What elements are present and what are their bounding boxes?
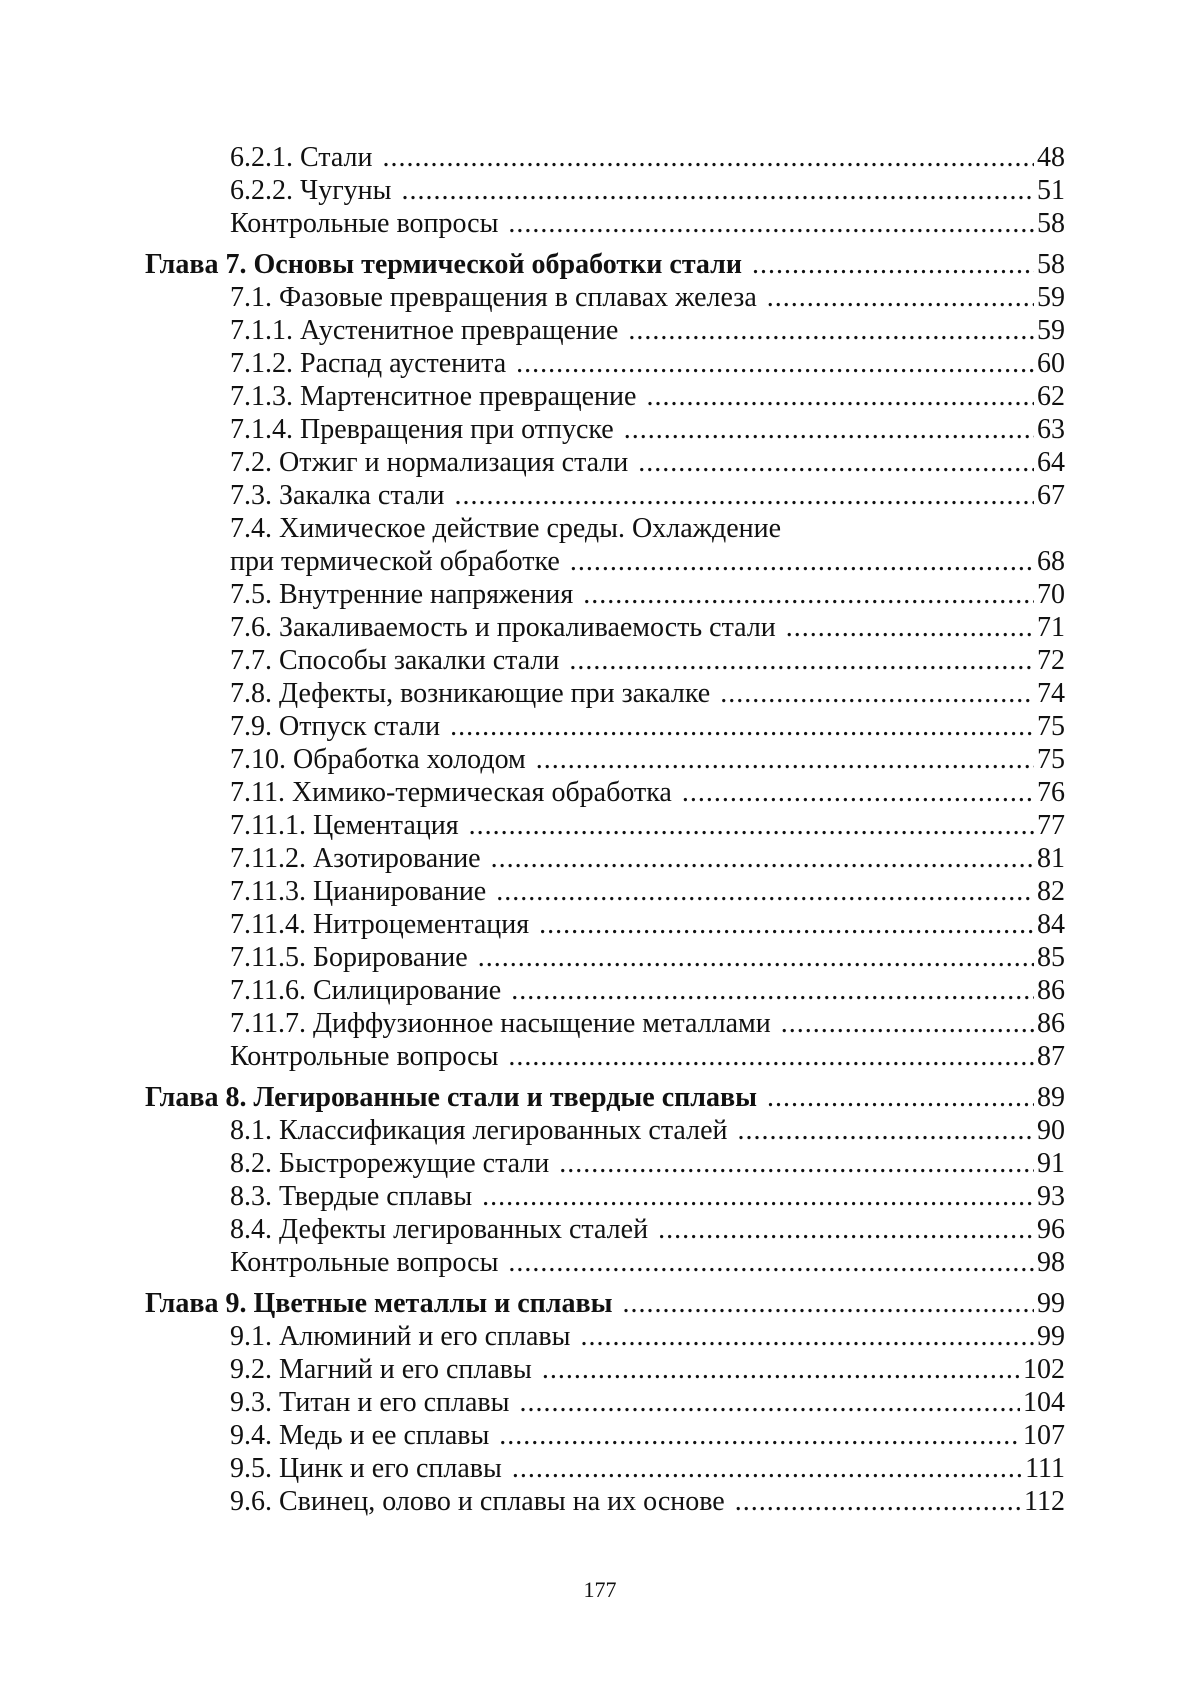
dot-leader — [496, 875, 1034, 908]
toc-entry-title: 7.9. Отпуск стали — [230, 711, 441, 742]
toc-entry[interactable] — [145, 611, 1065, 644]
dot-leader — [511, 974, 1034, 1007]
dot-leader — [720, 677, 1034, 710]
toc-entry-page: 86 — [1037, 1008, 1065, 1039]
toc-entry[interactable] — [145, 1320, 1065, 1353]
toc-entry-title: при термической обработке — [230, 546, 560, 577]
dot-leader — [559, 1147, 1034, 1180]
dot-leader — [455, 479, 1034, 512]
toc-entry-title: 7.3. Закалка стали — [230, 480, 445, 511]
toc-entry-title: Глава 9. Цветные металлы и сплавы — [145, 1288, 613, 1319]
toc-entry-page: 62 — [1037, 381, 1065, 412]
dot-leader — [499, 1419, 1020, 1452]
toc-entry[interactable] — [145, 1485, 1065, 1518]
toc-entry[interactable] — [145, 479, 1065, 512]
toc-entry[interactable] — [145, 174, 1065, 207]
toc-entry[interactable] — [145, 974, 1065, 1007]
toc-entry-page: 89 — [1037, 1082, 1065, 1113]
toc-entry[interactable] — [145, 743, 1065, 776]
toc-entry-title: 7.11.4. Нитроцементация — [230, 909, 530, 940]
toc-entry-page: 72 — [1037, 645, 1065, 676]
toc-entry-title: 7.6. Закаливаемость и прокаливаемость стали — [230, 612, 776, 643]
toc-entry-page: 112 — [1024, 1486, 1065, 1517]
toc-entry-title: 7.2. Отжиг и нормализация стали — [230, 447, 629, 478]
toc-entry[interactable] — [145, 941, 1065, 974]
toc-entry-page: 63 — [1037, 414, 1065, 445]
toc-entry-title: 7.1.1. Аустенитное превращение — [230, 315, 619, 346]
dot-leader — [469, 809, 1034, 842]
toc-entry-title: 9.5. Цинк и его сплавы — [230, 1453, 502, 1484]
toc-entry-page: 82 — [1037, 876, 1065, 907]
dot-leader — [569, 644, 1034, 677]
toc-entry-page: 87 — [1037, 1041, 1065, 1072]
dot-leader — [519, 1386, 1020, 1419]
toc-entry[interactable] — [145, 1452, 1065, 1485]
dot-leader — [508, 207, 1034, 240]
toc-chapter-entry[interactable] — [145, 1081, 1065, 1114]
toc-entry-page: 76 — [1037, 777, 1065, 808]
toc-entry-page: 96 — [1037, 1214, 1065, 1245]
dot-leader — [536, 743, 1034, 776]
toc-entry[interactable] — [145, 710, 1065, 743]
toc-entry-page: 64 — [1037, 447, 1065, 478]
toc-entry-title: 7.11.3. Цианирование — [230, 876, 487, 907]
dot-leader — [401, 174, 1034, 207]
toc-entry[interactable] — [145, 1180, 1065, 1213]
dot-leader — [508, 1040, 1034, 1073]
toc-entry-title: 7.11.7. Диффузионное насыщение металлами — [230, 1008, 771, 1039]
toc-entry-title: 7.1.4. Превращения при отпуске — [230, 414, 614, 445]
toc-entry[interactable] — [145, 842, 1065, 875]
dot-leader — [383, 141, 1034, 174]
toc-entry[interactable] — [145, 1353, 1065, 1386]
toc-entry-title: Контрольные вопросы — [230, 1247, 499, 1278]
toc-entry[interactable] — [145, 578, 1065, 611]
toc-entry-title: 8.1. Классификация легированных сталей — [230, 1115, 728, 1146]
toc-entry-page: 99 — [1037, 1321, 1065, 1352]
toc-entry[interactable] — [145, 644, 1065, 677]
toc-entry[interactable] — [145, 1213, 1065, 1246]
toc-entry-title: 9.4. Медь и ее сплавы — [230, 1420, 490, 1451]
dot-leader — [542, 1353, 1020, 1386]
dot-leader — [786, 611, 1034, 644]
toc-entry-page: 67 — [1037, 480, 1065, 511]
toc-entry-title: 6.2.2. Чугуны — [230, 175, 392, 206]
toc-entry[interactable] — [145, 908, 1065, 941]
toc-entry-title: Глава 7. Основы термической обработки стали — [145, 249, 742, 280]
toc-entry-page: 74 — [1037, 678, 1065, 709]
toc-entry-title: Глава 8. Легированные стали и твердые сплавы — [145, 1082, 757, 1113]
toc-entry-title: 9.3. Титан и его сплавы — [230, 1387, 510, 1418]
toc-entry-page: 99 — [1037, 1288, 1065, 1319]
toc-entry-title: 7.8. Дефекты, возникающие при закалке — [230, 678, 711, 709]
dot-leader — [491, 842, 1034, 875]
dot-leader — [539, 908, 1034, 941]
toc-entry-title: 7.11.1. Цементация — [230, 810, 459, 841]
toc-entry-title: 9.1. Алюминий и его сплавы — [230, 1321, 571, 1352]
toc-entry-title: 9.6. Свинец, олово и сплавы на их основе — [230, 1486, 725, 1517]
toc-entry-page: 84 — [1037, 909, 1065, 940]
toc-entry-page: 107 — [1023, 1420, 1065, 1451]
dot-leader — [658, 1213, 1034, 1246]
toc-entry-title: 7.1.2. Распад аустенита — [230, 348, 507, 379]
dot-leader — [638, 446, 1034, 479]
toc-entry-page: 85 — [1037, 942, 1065, 973]
toc-entry-page: 98 — [1037, 1247, 1065, 1278]
dot-leader — [624, 413, 1034, 446]
toc-entry[interactable] — [145, 281, 1065, 314]
toc-entry-page: 70 — [1037, 579, 1065, 610]
toc-entry-page: 51 — [1037, 175, 1065, 206]
toc-entry-title: 7.4. Химическое действие среды. Охлаждение — [230, 513, 782, 544]
toc-entry-page: 81 — [1037, 843, 1065, 874]
dot-leader — [516, 347, 1034, 380]
page-number: 177 — [583, 1577, 617, 1602]
toc-entry-page: 59 — [1037, 282, 1065, 313]
toc-entry-page: 75 — [1037, 744, 1065, 775]
toc-entry[interactable] — [145, 413, 1065, 446]
dot-leader — [450, 710, 1034, 743]
dot-leader — [646, 380, 1034, 413]
dot-leader — [628, 314, 1034, 347]
dot-leader — [781, 1007, 1034, 1040]
toc-entry-title: 6.2.1. Стали — [230, 142, 373, 173]
dot-leader — [583, 578, 1034, 611]
dot-leader — [478, 941, 1034, 974]
toc-entry-title: 7.11.5. Борирование — [230, 942, 468, 973]
toc-entry-title: 7.1. Фазовые превращения в сплавах железа — [230, 282, 757, 313]
toc-entry[interactable] — [145, 1040, 1065, 1073]
toc-entry[interactable] — [145, 677, 1065, 710]
toc-entry[interactable] — [145, 207, 1065, 240]
toc-entry-title: 7.11.6. Силицирование — [230, 975, 502, 1006]
toc-entry-title: 7.10. Обработка холодом — [230, 744, 526, 775]
toc-entry-page: 102 — [1023, 1354, 1065, 1385]
toc-entry[interactable] — [145, 1007, 1065, 1040]
toc-entry-page: 59 — [1037, 315, 1065, 346]
dot-leader — [512, 1452, 1022, 1485]
toc-entry-page: 71 — [1037, 612, 1065, 643]
toc-entry[interactable] — [145, 875, 1065, 908]
toc-entry-title: 7.7. Способы закалки стали — [230, 645, 560, 676]
toc-entry-title: 8.4. Дефекты легированных сталей — [230, 1214, 649, 1245]
toc-entry-title: 7.11.2. Азотирование — [230, 843, 481, 874]
dot-leader — [735, 1485, 1021, 1518]
dot-leader — [738, 1114, 1035, 1147]
toc-entry[interactable] — [145, 1386, 1065, 1419]
dot-leader — [767, 1081, 1034, 1114]
toc-entry[interactable] — [145, 1147, 1065, 1180]
toc-entry-page: 77 — [1037, 810, 1065, 841]
dot-leader — [682, 776, 1034, 809]
toc-entry-page: 86 — [1037, 975, 1065, 1006]
toc-entry[interactable] — [145, 347, 1065, 380]
toc-entry-title: 8.3. Твердые сплавы — [230, 1181, 473, 1212]
toc-entry-page: 58 — [1037, 249, 1065, 280]
table-of-contents — [145, 141, 1065, 1518]
dot-leader — [752, 248, 1034, 281]
dot-leader — [623, 1287, 1035, 1320]
toc-entry-page: 104 — [1023, 1387, 1065, 1418]
toc-entry[interactable] — [145, 512, 1065, 545]
dot-leader — [570, 545, 1034, 578]
dot-leader — [508, 1246, 1034, 1279]
toc-entry[interactable] — [145, 1246, 1065, 1279]
toc-entry-page: 91 — [1037, 1148, 1065, 1179]
toc-entry[interactable] — [145, 545, 1065, 578]
toc-entry-page: 90 — [1037, 1115, 1065, 1146]
toc-entry-page: 58 — [1037, 208, 1065, 239]
toc-entry-title: 8.2. Быстрорежущие стали — [230, 1148, 550, 1179]
toc-entry[interactable] — [145, 776, 1065, 809]
toc-entry-page: 48 — [1037, 142, 1065, 173]
toc-entry-page: 93 — [1037, 1181, 1065, 1212]
toc-entry[interactable] — [145, 314, 1065, 347]
toc-entry-title: Контрольные вопросы — [230, 208, 499, 239]
toc-entry-page: 68 — [1037, 546, 1065, 577]
toc-entry[interactable] — [145, 380, 1065, 413]
toc-entry-page: 111 — [1025, 1453, 1065, 1484]
toc-entry[interactable] — [145, 1114, 1065, 1147]
dot-leader — [767, 281, 1034, 314]
toc-entry-title: 7.5. Внутренние напряжения — [230, 579, 574, 610]
dot-leader — [580, 1320, 1034, 1353]
toc-entry-page: 60 — [1037, 348, 1065, 379]
toc-entry[interactable] — [145, 141, 1065, 174]
toc-chapter-entry[interactable] — [145, 248, 1065, 281]
toc-entry-title: 7.11. Химико-термическая обработка — [230, 777, 672, 808]
toc-entry-page: 75 — [1037, 711, 1065, 742]
toc-entry[interactable] — [145, 1419, 1065, 1452]
toc-entry[interactable] — [145, 446, 1065, 479]
toc-entry[interactable] — [145, 809, 1065, 842]
toc-chapter-entry[interactable] — [145, 1287, 1065, 1320]
toc-entry-title: Контрольные вопросы — [230, 1041, 499, 1072]
dot-leader — [482, 1180, 1034, 1213]
toc-entry-title: 9.2. Магний и его сплавы — [230, 1354, 532, 1385]
toc-entry-title: 7.1.3. Мартенситное превращение — [230, 381, 637, 412]
